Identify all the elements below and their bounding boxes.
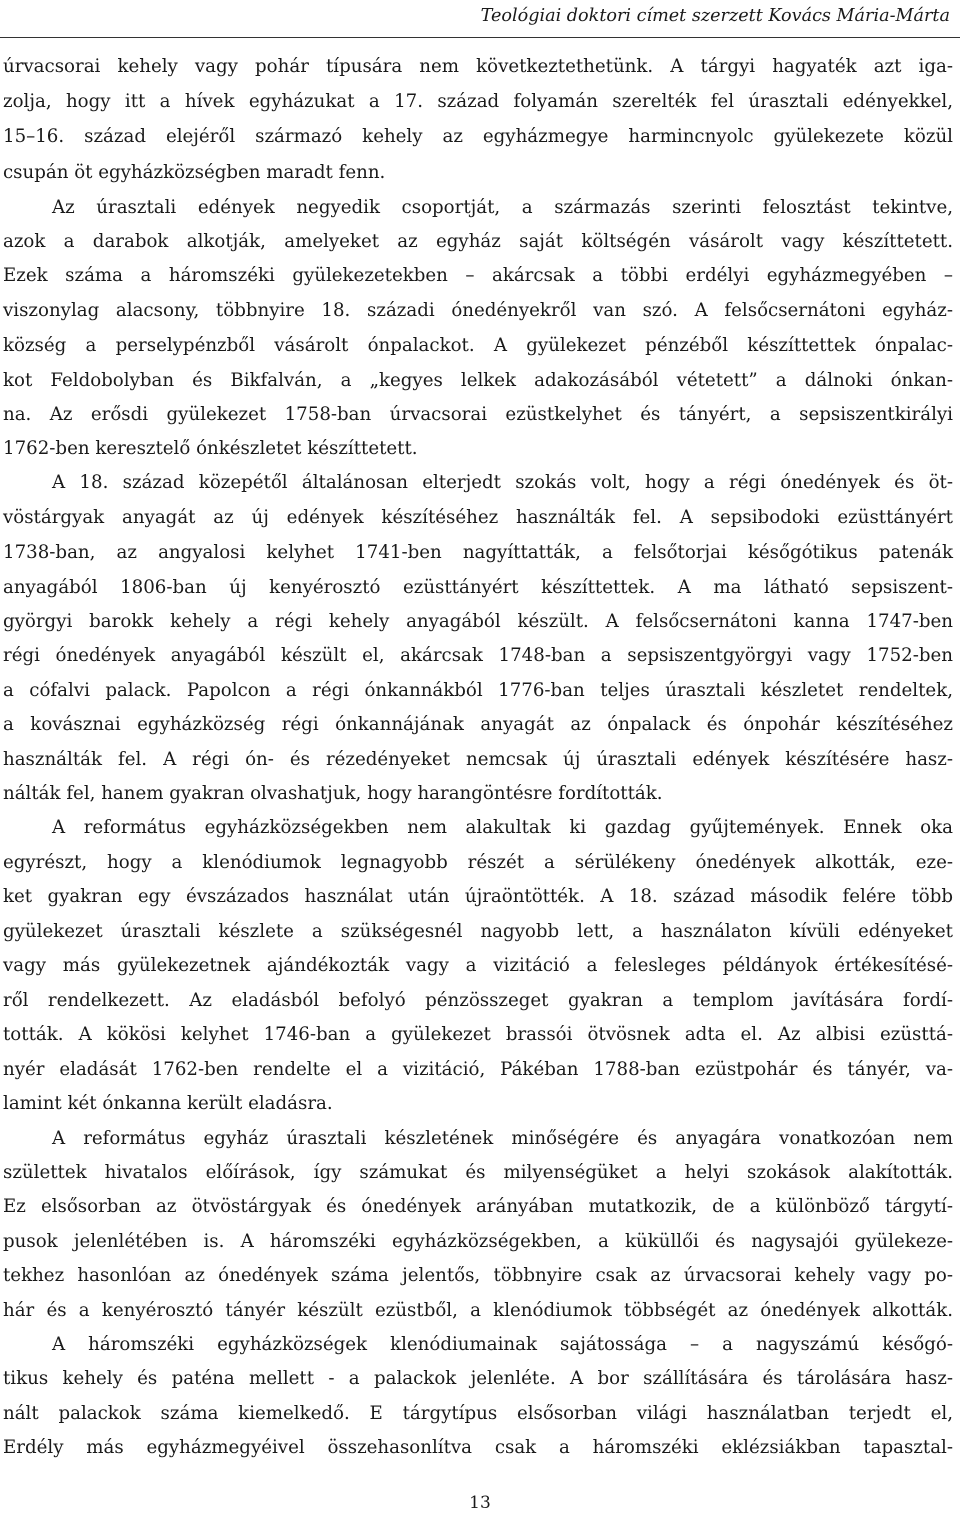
- paragraph-first-line: A református egyházközségekben nem alakultak ki gazdag gyűjtemények. Ennek oka: [52, 817, 953, 838]
- text-line: ről rendelkezett. Az eladásból befolyó pénzösszeget gyakran a templom javítására fordí-: [3, 990, 953, 1011]
- text-line: gyülekezet úrasztali készlete a szükségesnél nagyobb lett, a használaton kívüli edényeket: [3, 921, 953, 942]
- text-line: nálták fel, hanem gyakran olvashatjuk, hogy harangöntésre fordították.: [3, 783, 663, 804]
- text-line: na. Az erősdi gyülekezet 1758-ban úrvacsorai ezüstkelyhet és tányért, a sepsiszentkirályi: [3, 404, 953, 425]
- page-number: 13: [469, 1493, 491, 1513]
- text-line: zolja, hogy itt a hívek egyházukat a 17. század folyamán szerelték fel úrasztali edényekkel,: [3, 91, 953, 112]
- text-line: Ezek száma a háromszéki gyülekezetekben – akárcsak a többi erdélyi egyházmegyében –: [3, 265, 953, 286]
- text-line: 1762-ben keresztelő ónkészletet készíttetett.: [3, 438, 418, 459]
- text-line: nált palackok száma kiemelkedő. E tárgytípus elsősorban világi használatban terjedt el,: [3, 1403, 953, 1424]
- text-line: régi ónedények anyagából készült el, akárcsak 1748-ban a sepsiszentgyörgyi vagy 1752-ben: [3, 645, 953, 666]
- text-line: györgyi barokk kehely a régi kehely anyagából készült. A felsőcsernátoni kanna 1747-ben: [3, 611, 953, 632]
- text-line: egyrészt, hogy a klenódiumok legnagyobb részét a sérülékeny ónedények alkották, eze-: [3, 852, 953, 873]
- paragraph-first-line: A református egyház úrasztali készletének minőségére és anyagára vonatkozóan nem: [52, 1128, 953, 1149]
- text-line: 15–16. század elejéről származó kehely az egyházmegye harmincnyolc gyülekezete közül: [3, 126, 953, 147]
- text-line: hár és a kenyérosztó tányér készült ezüstből, a klenódiumok többségét az ónedények alkották.: [3, 1300, 953, 1321]
- text-line: azok a darabok alkotják, amelyeket az egyház saját költségén vásárolt vagy készíttetett.: [3, 231, 953, 252]
- text-line: vöstárgyak anyagát az új edények készítéséhez használták fel. A sepsibodoki ezüsttányért: [3, 507, 953, 528]
- text-line: Erdély más egyházmegyéivel összehasonlítva csak a háromszéki eklézsiákban tapasztal-: [3, 1437, 953, 1458]
- paragraph-first-line: Az úrasztali edények negyedik csoportját, a származás szerinti felosztást tekintve,: [52, 197, 953, 218]
- text-line: pusok jelenlétében is. A háromszéki egyházközségekben, a küküllői és nagysajói gyülekeze-: [3, 1231, 953, 1252]
- text-line: a cófalvi palack. Papolcon a régi ónkannákból 1776-ban teljes úrasztali készletet rendeltek,: [3, 680, 953, 701]
- text-line: viszonylag alacsony, többnyire 18. századi ónedényekről van szó. A felsőcsernátoni egyház-: [3, 300, 953, 321]
- paragraph-first-line: A 18. század közepétől általánosan elterjedt szokás volt, hogy a régi ónedények és öt-: [52, 472, 953, 493]
- text-line: a kovásznai egyházközség régi ónkannájának anyagát az ónpalack és ónpohár készítéséhez: [3, 714, 953, 735]
- text-line: születtek hivatalos előírások, így számukat és milyenségüket a helyi szokások alakították.: [3, 1162, 953, 1183]
- text-line: anyagából 1806-ban új kenyérosztó ezüsttányért készíttettek. A ma látható sepsiszent-: [3, 577, 953, 598]
- text-line: vagy más gyülekezetnek ajándékozták vagy a vizitáció a felesleges példányok értékesítésé-: [3, 955, 953, 976]
- text-line: úrvacsorai kehely vagy pohár típusára nem következtethetünk. A tárgyi hagyaték azt iga-: [3, 56, 953, 77]
- running-header: Teológiai doktori címet szerzett Kovács Mária-Márta: [0, 0, 960, 38]
- text-line: község a perselypénzből vásárolt ónpalackot. A gyülekezet pénzéből készíttettek ónpalac-: [3, 335, 953, 356]
- text-line: tották. A kökösi kelyhet 1746-ban a gyülekezet brassói ötvösnek adta el. Az albisi ezüsttá-: [3, 1024, 953, 1045]
- text-line: Ez elsősorban az ötvöstárgyak és ónedények arányában mutatkozik, de a különböző tárgytí-: [3, 1196, 953, 1217]
- text-line: lamint két ónkanna került eladásra.: [3, 1093, 333, 1114]
- text-line: ket gyakran egy évszázados használat után újraöntötték. A 18. század második felére több: [3, 886, 953, 907]
- text-line: tikus kehely és paténa mellett - a palackok jelenléte. A bor szállítására és tárolására hasz-: [3, 1368, 953, 1389]
- text-line: használták fel. A régi ón- és rézedényeket nemcsak új úrasztali edények készítésére hasz-: [3, 749, 953, 770]
- text-line: kot Feldobolyban és Bikfalván, a „kegyes lelkek adakozásából vétetett” a dálnoki ónkan-: [3, 370, 953, 391]
- text-line: nyér eladását 1762-ben rendelte el a vizitáció, Pákéban 1788-ban ezüstpohár és tányér, va-: [3, 1059, 953, 1080]
- text-line: tekhez hasonlóan az ónedények száma jelentős, többnyire csak az úrvacsorai kehely vagy po-: [3, 1265, 953, 1286]
- paragraph-first-line: A háromszéki egyházközségek klenódiumainak sajátossága – a nagyszámú későgó-: [52, 1334, 953, 1355]
- text-line: csupán öt egyházközségben maradt fenn.: [3, 162, 386, 183]
- text-line: 1738-ban, az angyalosi kelyhet 1741-ben nagyíttatták, a felsőtorjai későgótikus patenák: [3, 542, 953, 563]
